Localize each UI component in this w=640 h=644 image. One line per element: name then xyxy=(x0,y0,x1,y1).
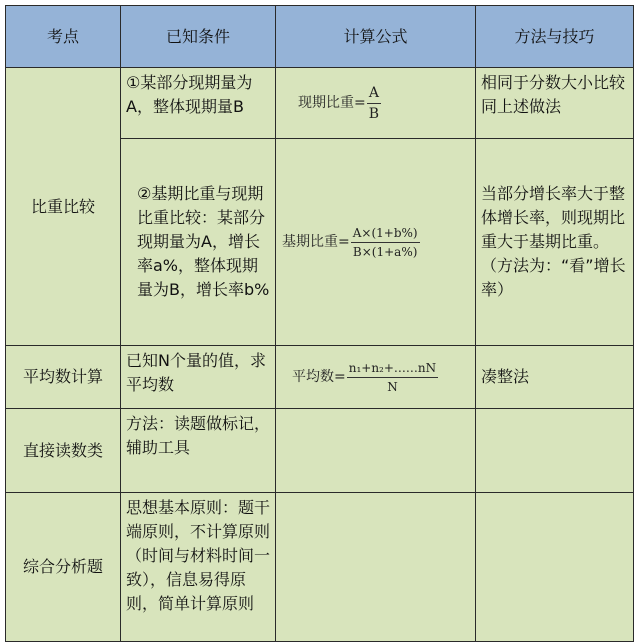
table-row xyxy=(6,493,634,642)
fraction-denominator: B×(1+a%) xyxy=(352,244,418,259)
formula-comprehensive xyxy=(276,493,476,642)
formula-current-ratio xyxy=(276,68,476,139)
formula-table xyxy=(5,5,634,642)
condition-current-ratio: ①某部分现期量为A，整体现期量B xyxy=(121,68,276,139)
formula-label: 基期比重= xyxy=(282,234,350,250)
method-direct-read xyxy=(476,409,634,493)
formula-label: 现期比重= xyxy=(298,95,366,111)
fraction xyxy=(367,83,381,124)
topic-ratio-compare: 比重比较 xyxy=(6,68,121,346)
fraction xyxy=(351,224,420,261)
formula-direct-read xyxy=(276,409,476,493)
condition-average: 已知N个量的值，求平均数 xyxy=(121,346,276,409)
fraction-numerator: A×(1+b%) xyxy=(351,224,420,243)
header-formula: 计算公式 xyxy=(276,6,476,68)
header-method: 方法与技巧 xyxy=(476,6,634,68)
condition-base-ratio: ②基期比重与现期比重比较：某部分现期量为A，增长率a%，整体现期量为B，增长率b% xyxy=(121,139,276,346)
fraction-denominator: N xyxy=(387,379,398,394)
topic-direct-read: 直接读数类 xyxy=(6,409,121,493)
condition-direct-read: 方法：读题做标记，辅助工具 xyxy=(121,409,276,493)
table-body xyxy=(6,68,634,642)
method-average: 凑整法 xyxy=(476,346,634,409)
method-current-ratio: 相同于分数大小比较同上述做法 xyxy=(476,68,634,139)
table-row xyxy=(6,409,634,493)
table-row xyxy=(6,346,634,409)
fraction-numerator: A xyxy=(367,83,381,104)
header-condition: 已知条件 xyxy=(121,6,276,68)
formula-base-ratio xyxy=(276,139,476,346)
fraction-numerator: n₁+n₂+……nN xyxy=(347,359,438,378)
fraction-denominator: B xyxy=(368,105,380,122)
method-base-ratio: 当部分增长率大于整体增长率，则现期比重大于基期比重。（方法为：“看”增长率） xyxy=(476,139,634,346)
header-topic: 考点 xyxy=(6,6,121,68)
condition-comprehensive: 思想基本原则：题干端原则，不计算原则（时间与材料时间一致），信息易得原则，简单计算原则 xyxy=(121,493,276,642)
formula-label: 平均数= xyxy=(292,369,346,385)
table-row xyxy=(6,68,634,139)
table-header xyxy=(6,6,634,68)
formula-average xyxy=(276,346,476,409)
header-row xyxy=(6,6,634,68)
topic-average: 平均数计算 xyxy=(6,346,121,409)
method-comprehensive xyxy=(476,493,634,642)
fraction xyxy=(347,359,438,396)
topic-comprehensive: 综合分析题 xyxy=(6,493,121,642)
